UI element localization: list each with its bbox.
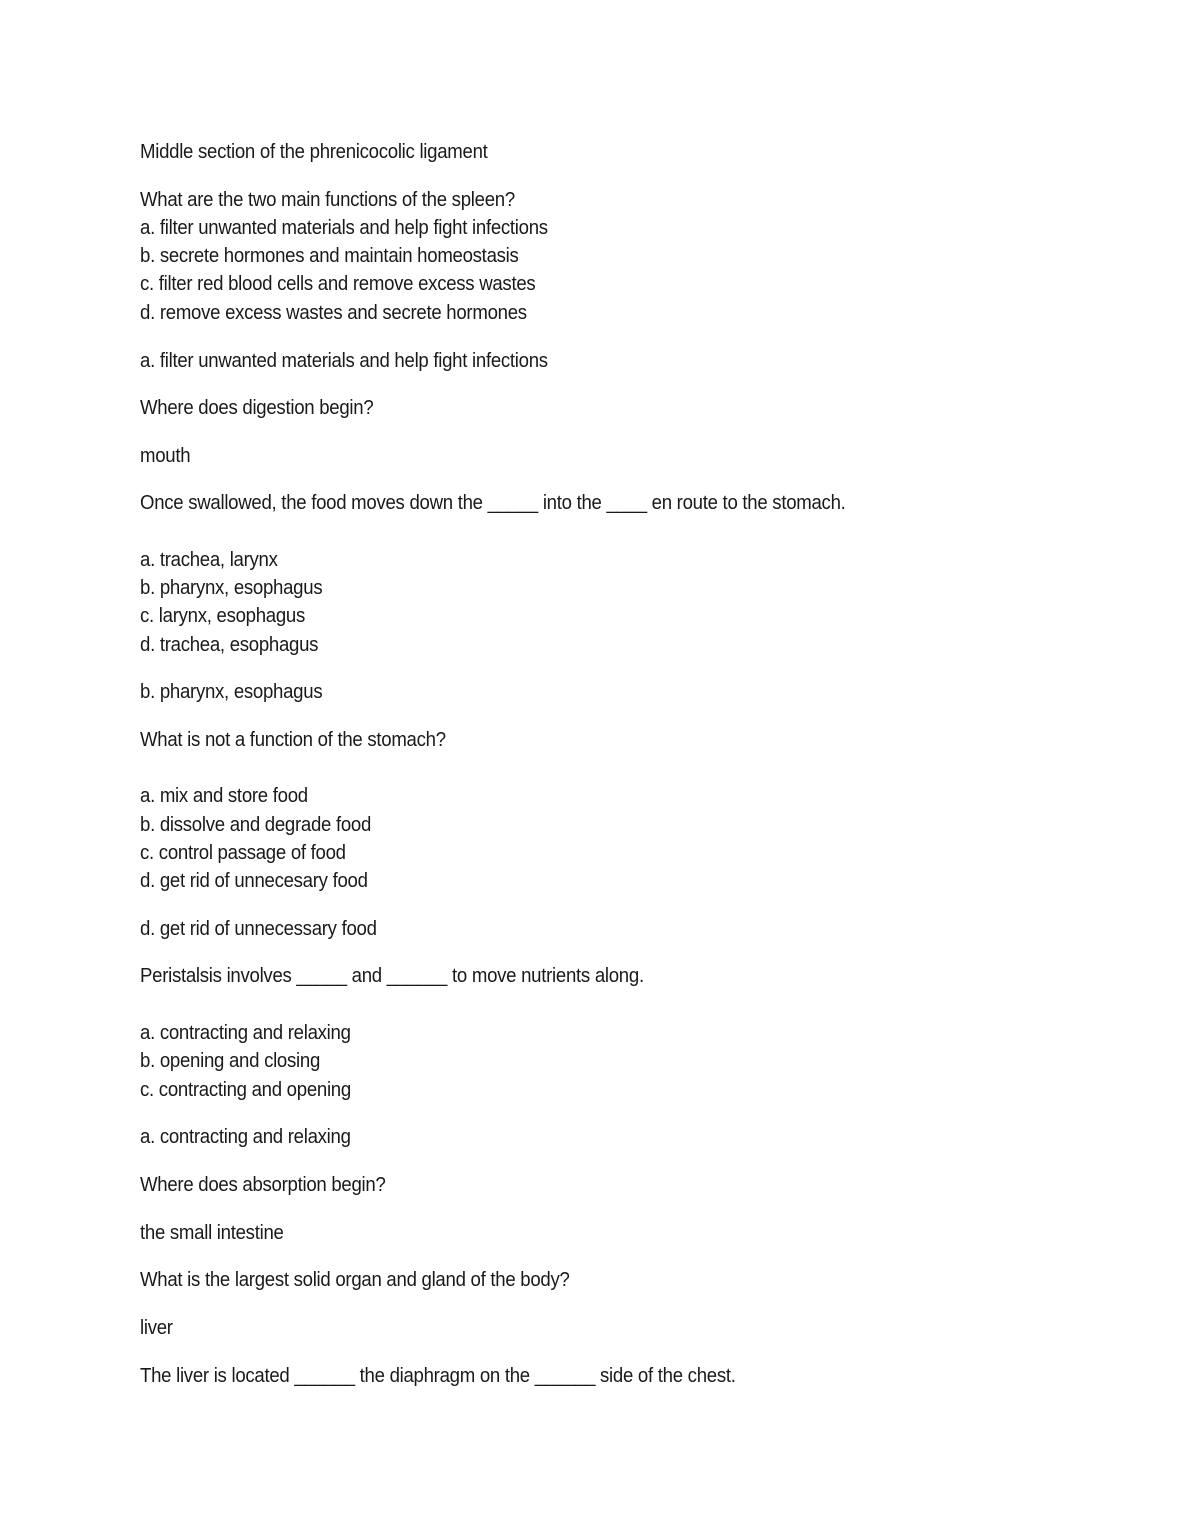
document-page — [10, 0, 1117, 1540]
option-text: d. trachea, esophagus — [140, 634, 319, 656]
option-text: c. filter red blood cells and remove excess wastes — [140, 273, 536, 295]
option-text: b. opening and closing — [140, 1050, 321, 1072]
answer-text: a. contracting and relaxing — [140, 1126, 351, 1148]
answer-text: Middle section of the phrenicocolic ligament — [140, 141, 488, 163]
question-text: Once swallowed, the food moves down the _____ into the ____ en route to the stomach. — [140, 492, 846, 514]
option-text: c. control passage of food — [140, 842, 346, 864]
answer-text: a. filter unwanted materials and help fight infections — [140, 350, 548, 372]
option-text: a. trachea, larynx — [140, 549, 278, 571]
answer-text: mouth — [140, 445, 191, 467]
option-text: d. remove excess wastes and secrete hormones — [140, 302, 527, 324]
answer-text: d. get rid of unnecessary food — [140, 918, 377, 940]
question-text: Peristalsis involves _____ and ______ to move nutrients along. — [140, 965, 644, 987]
answer-text: b. pharynx, esophagus — [140, 681, 323, 703]
option-text: b. dissolve and degrade food — [140, 814, 372, 836]
answer-text: the small intestine — [140, 1222, 284, 1244]
option-text: a. contracting and relaxing — [140, 1022, 351, 1044]
question-text: What are the two main functions of the spleen? — [140, 189, 515, 211]
question-text: The liver is located ______ the diaphragm on the ______ side of the chest. — [140, 1365, 736, 1387]
option-text: d. get rid of unnecesary food — [140, 870, 368, 892]
option-text: c. contracting and opening — [140, 1079, 351, 1101]
option-text: a. mix and store food — [140, 785, 308, 807]
question-text: What is the largest solid organ and gland of the body? — [140, 1269, 570, 1291]
option-text: a. filter unwanted materials and help fight infections — [140, 217, 548, 239]
answer-text: liver — [140, 1317, 173, 1339]
option-text: b. pharynx, esophagus — [140, 577, 323, 599]
question-text: Where does absorption begin? — [140, 1174, 386, 1196]
option-text: c. larynx, esophagus — [140, 605, 306, 627]
question-text: Where does digestion begin? — [140, 397, 374, 419]
option-text: b. secrete hormones and maintain homeostasis — [140, 245, 519, 267]
question-text: What is not a function of the stomach? — [140, 729, 446, 751]
